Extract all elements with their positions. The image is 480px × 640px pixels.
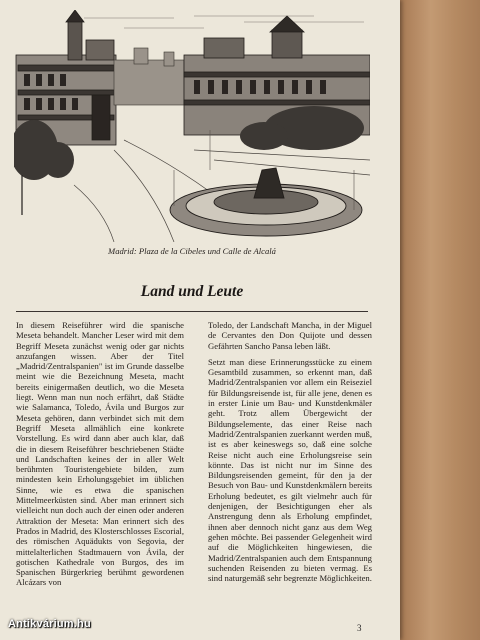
paragraph-right-2: Setzt man diese Erinnerungsstücke zu einem Gesamtbild zusammen, so erkennt man, daß Madrid/Zentralspanien vor allem ein Reiseziel für Bildungsreisende ist, für alle jene, denen es in erster Linie um Bau- und Kunstdenkmäler geht. Trotz allem Übergewicht der Bildungselemente, das einer Reise nach Madrid/Zentralspanien zuerkannt werden muß, ist es aber keineswegs so, daß eine solche Reise nicht auch eine Erholungsreise sein könnte. Das ist nicht nur im Sinne des Bildungsreisenden gemeint, für den ja der Besuch von Bau- und Kunstdenkmälern bereits Erholung bedeutet, es gilt vielmehr auch für denjenigen, der Besichtigungen eher als Anstrengung denn als Erholung empfindet, ihnen aber dennoch nicht ganz aus dem Weg gehen möchte. Bei passender Gelegenheit wird auf die Möglichkeiten hingewiesen, die Madrid/Zentralspanien auch dem Entspannung suchenden Reisenden zu bieten vermag. Es sind naturgemäß sehr begrenzte Möglichkeiten. <box>208 356 372 584</box>
wooden-background <box>398 0 480 640</box>
paragraph-left: In diesem Reiseführer wird die spanische Meseta behandelt. Mancher Leser wird mit dem Begriff Meseta zunächst wenig oder gar nichts anzufangen wissen. Aber der Titel „Madrid/Zentralspanien" ist im Grunde dasselbe meint wie die Bezeichnung Meseta, macht bereits einigermaßen deutlich, wo die Meseta liegt. Wenn man nun noch erfährt, daß Städte wie Salamanca, Toledo, Ávila und Burgos zur Meseta gehören, dann verbindet sich mit dem Begriff Meseta allmählich eine konkrete Vorstellung. Es wird dann aber auch klar, daß die in diesem Reiseführer beschriebenen Städte und Landschaften keines der in aller Welt berühmten Touristengebiete bilden, zum mindesten kein Erholungsgebiet im üblichen Sinne, wie es etwa die spanischen Mittelmeerküsten sind. Aber man erinnert sich vielleicht nun doch auch der einen oder anderen Attraktion der Meseta: Man erinnert sich des Prados in Madrid, des Klosterschlosses Escorial, des römischen Aquädukts von Segovia, der mittelalterlichen Stadtmauern von Ávila, der gotischen Kathedrale von Burgos, des im Spanischen Bürgerkrieg berühmt gewordenen Alcázars von <box>16 320 184 588</box>
plaza-drawing <box>14 10 370 242</box>
text-column-left <box>16 320 184 588</box>
heading-rule <box>16 311 368 312</box>
city-illustration <box>14 10 370 242</box>
watermark-logo: Antikvárium.hu <box>8 618 91 630</box>
figure-caption: Madrid: Plaza de la Cibeles und Calle de Alcalá <box>108 246 276 256</box>
text-column-right <box>208 320 372 583</box>
paragraph-right-1: Toledo, der Landschaft Mancha, in der Miguel de Cervantes den Don Quijote und dessen Gefährten Sancho Pansa leben läßt. <box>208 320 372 351</box>
page-number: 3 <box>357 623 362 633</box>
section-heading: Land und Leute <box>140 283 244 300</box>
